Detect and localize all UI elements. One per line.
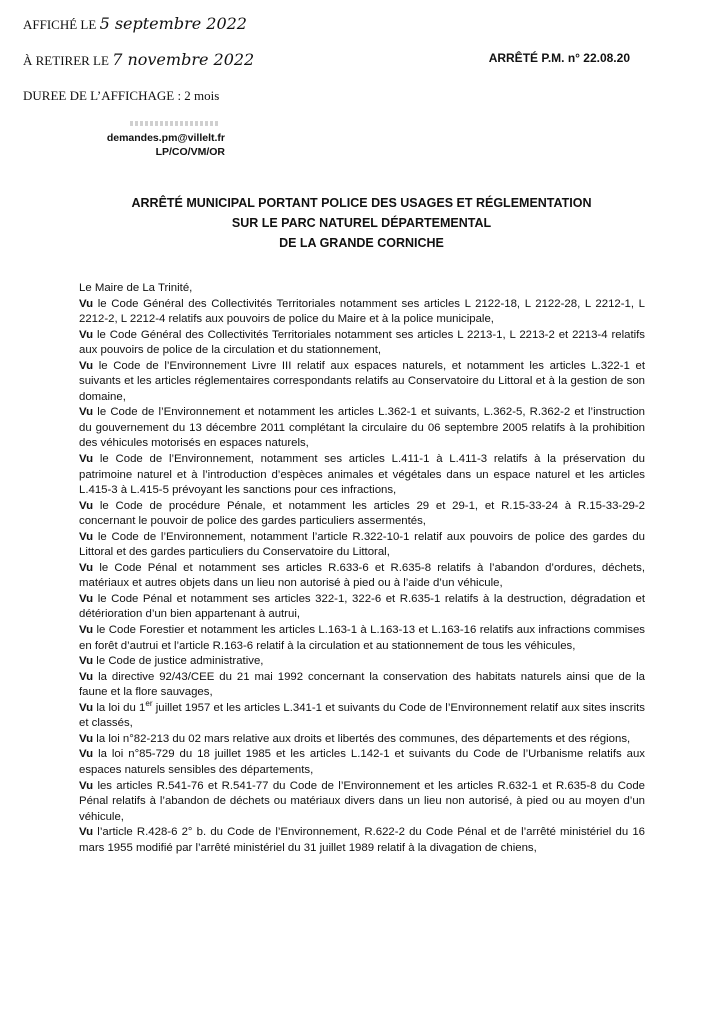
faint-letterhead-line <box>130 121 218 126</box>
vu-clause-text: le Code Général des Collectivités Territoriales notamment ses articles L 2213-1, L 2213-2 et 2213-4 relatifs aux pouvoirs de police de la circulation et du stationnement, <box>79 328 645 357</box>
title-line-1: ARRÊTÉ MUNICIPAL PORTANT POLICE DES USAGES ET RÉGLEMENTATION <box>131 196 592 210</box>
vu-clause <box>79 405 645 452</box>
intro-line: Le Maire de La Trinité, <box>79 282 193 294</box>
vu-clause-text: la loi n°85-729 du 18 juillet 1985 et les articles L.142-1 et suivants du Code de l’Urbanisme relatifs aux espaces naturels sensibles des départements, <box>79 748 645 776</box>
vu-clause-text: le Code Pénal et notamment ses articles R.633-6 et R.635-8 relatifs à l’abandon d’ordures, déchets, matériaux et autres objets dans un lieu non autorisé à pied ou à l’aide d’un véhicule, <box>79 561 645 590</box>
vu-clause <box>79 297 645 328</box>
vu-label: Vu <box>79 359 94 372</box>
vu-label: Vu <box>79 592 94 605</box>
vu-clause-text: le Code de l’Environnement et notamment les articles L.362-1 et suivants, L.362-5, R.362-2 et l’instruction du gouvernement du 13 décembre 2011 complétant la circulaire du 06 septembre 2005 relatifs à la prohibition des véhicules motorisés en espaces naturels, <box>79 406 645 450</box>
vu-clause-text: les articles R.541-76 et R.541-77 du Code de l’Environnement et les articles R.632-1 et R.635-8 du Code Pénal relatifs à l’abandon de déchets ou matériaux divers dans un lieu non autorisé, à pied ou au moyen d’un véhicule, <box>79 779 645 823</box>
vu-label: Vu <box>79 499 94 512</box>
vu-clause <box>79 561 645 592</box>
vu-clause-text: le Code de procédure Pénale, et notamment les articles 29 et 29-1, et R.15-33-24 à R.15-33-29-2 concernant le pouvoir de police des gardes particuliers assermentés, <box>79 499 645 528</box>
vu-label: Vu <box>79 701 94 714</box>
vu-clause-text: l’article R.428-6 2° b. du Code de l’Environnement, R.622-2 du Code Pénal et de l’arrêté ministériel du 16 mars 1955 modifié par l’arrêté ministériel du 31 juillet 1989 relatif à la divagation de chiens, <box>79 826 645 854</box>
clauses-list <box>79 297 645 857</box>
contact-reference: LP/CO/VM/OR <box>155 146 225 158</box>
vu-clause <box>79 747 645 778</box>
vu-clause <box>79 732 645 748</box>
contact-email: demandes.pm@villelt.fr <box>106 132 225 144</box>
duree-affichage: DUREE DE L’AFFICHAGE : 2 mois <box>23 88 220 103</box>
affiche-label: AFFICHÉ LE <box>23 17 97 32</box>
vu-clause-text: le Code Pénal et notamment ses articles 322-1, 322-6 et R.635-1 relatifs à la destruction, dégradation et détérioration d’un bien appartenant à autrui, <box>79 592 645 621</box>
vu-clause <box>79 670 645 701</box>
vu-label: Vu <box>79 624 94 637</box>
vu-clause <box>79 530 645 561</box>
vu-clause-text: le Code Général des Collectivités Territoriales notamment ses articles L 2122-18, L 2122-28, L 2212-1, L 2212-2, L 2212-4 relatifs aux pouvoirs de police du Maire et à la police municipale, <box>79 297 645 326</box>
vu-label: Vu <box>79 655 94 668</box>
vu-clause-text: la loi du 1er juillet 1957 et les articles L.341-1 et suivants du Code de l’Environnement relatif aux sites inscrits et classés, <box>79 698 645 730</box>
vu-clause-text: le Code de justice administrative, <box>93 655 264 668</box>
vu-clause <box>79 698 645 732</box>
retirer-date-handwritten: 7 novembre 2022 <box>112 50 255 69</box>
vu-clause <box>79 592 645 623</box>
vu-label: Vu <box>79 453 94 466</box>
affiche-date-handwritten: 5 septembre 2022 <box>99 14 247 33</box>
vu-clause <box>79 825 645 856</box>
vu-label: Vu <box>79 670 94 683</box>
vu-clause-text: la loi n°82-213 du 02 mars relative aux droits et libertés des communes, des départements et des régions, <box>93 732 631 745</box>
vu-label: Vu <box>79 406 94 419</box>
title-line-3: DE LA GRANDE CORNICHE <box>279 236 444 250</box>
vu-label: Vu <box>79 826 94 839</box>
vu-label: Vu <box>79 328 94 341</box>
vu-clause-text: la directive 92/43/CEE du 21 mai 1992 concernant la conservation des habitats naturels ainsi que de la faune et la flore sauvages, <box>79 670 645 699</box>
document-title <box>0 193 723 253</box>
vu-clause <box>79 452 645 499</box>
arrete-number: ARRÊTÉ P.M. n° 22.08.20 <box>488 51 630 65</box>
affiche-line <box>23 14 247 33</box>
vu-clause-text: le Code de l’Environnement, notamment l’article R.322-10-1 relatif aux pouvoirs de police des gardes du Littoral et des gardes particuliers du Conservatoire du Littoral, <box>79 530 645 559</box>
title-line-2: SUR LE PARC NATUREL DÉPARTEMENTAL <box>231 216 492 230</box>
vu-clause-text: le Code de l’Environnement Livre III relatif aux espaces naturels, et notamment les articles L.322-1 et suivants et les articles réglementaires correspondants relatifs au Conservatoire du Littoral et à la gestion de son domaine, <box>79 359 645 403</box>
retirer-label: À RETIRER LE <box>23 53 109 68</box>
vu-clause <box>79 359 645 406</box>
document-body <box>79 281 645 856</box>
vu-label: Vu <box>79 779 94 792</box>
vu-clause <box>79 499 645 530</box>
retirer-line <box>23 50 254 69</box>
vu-label: Vu <box>79 748 94 761</box>
vu-clause <box>79 779 645 826</box>
vu-label: Vu <box>79 561 94 574</box>
contact-block <box>95 131 225 159</box>
vu-clause-text: le Code Forestier et notamment les articles L.163-1 à L.163-13 et L.163-16 relatifs aux infractions commises en forêt d’autrui et l’article R.163-6 relatif à la circulation et au stationnement de tous les véhicules, <box>79 624 645 652</box>
vu-clause <box>79 654 645 670</box>
vu-clause-text: le Code de l’Environnement, notamment ses articles L.411-1 à L.411-3 relatifs à la préservation du patrimoine naturel et à l’introduction d’espèces animales et végétales dans un espace naturel et les articles L.415-3 à L.415-5 prévoyant les sanctions pour ces infractions, <box>79 453 645 497</box>
vu-label: Vu <box>79 530 94 543</box>
vu-clause <box>79 623 645 654</box>
vu-label: Vu <box>79 297 94 310</box>
vu-clause <box>79 328 645 359</box>
vu-label: Vu <box>79 732 94 745</box>
